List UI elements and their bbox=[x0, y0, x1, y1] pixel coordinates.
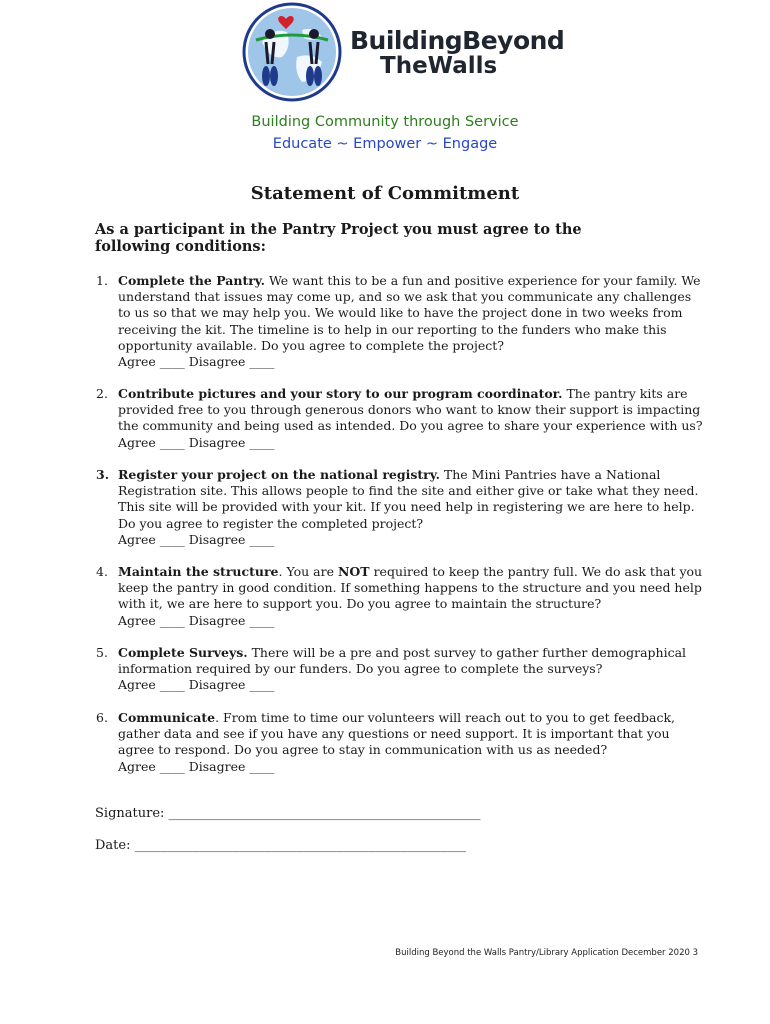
agree-disagree: Agree ____ Disagree ____ bbox=[118, 531, 275, 547]
item-text: There will be a pre and post survey to gather further demographical information required by our funders. Do you agree to complete the surveys? bbox=[118, 645, 687, 677]
item-text: We want this to be a fun and positive experience for your family. We understand that issues may come up, and so we ask that you communicate any challenges to us so that we may help you. We would like to have the project done in two weeks from receiving the kit. The timeline is to help in our reporting to the funders who make this opportunity available. Do you agree to complete the project? bbox=[118, 273, 701, 353]
tagline-educate: Educate ~ Empower ~ Engage bbox=[272, 136, 498, 152]
item-heading: Contribute pictures and your story to our program coordinator. bbox=[118, 386, 563, 401]
item-text-pre: . You are bbox=[278, 564, 338, 579]
agree-disagree: Agree ____ Disagree ____ bbox=[118, 434, 275, 450]
item-number: 6. bbox=[96, 710, 108, 725]
signature-line[interactable]: Signature: ________________________________________________ bbox=[95, 806, 481, 821]
date-line[interactable]: Date: ___________________________________________________ bbox=[95, 838, 467, 853]
condition-item-6 bbox=[96, 710, 706, 775]
item-text: The Mini Pantries have a National Registration site. This allows people to find the site and either give or take what they need. This site will be provided with your kit. If you need help in registering we are here to help. Do you agree to register the completed project? bbox=[118, 467, 699, 531]
page-title: Statement of Commitment bbox=[250, 183, 520, 204]
agree-disagree: Agree ____ Disagree ____ bbox=[118, 612, 275, 628]
item-number: 2. bbox=[96, 386, 108, 401]
agree-disagree: Agree ____ Disagree ____ bbox=[118, 758, 275, 774]
item-heading: Register your project on the national registry. bbox=[118, 467, 440, 482]
item-number: 3. bbox=[96, 467, 110, 482]
item-heading: Complete the Pantry. bbox=[118, 273, 265, 288]
item-number: 1. bbox=[96, 273, 108, 288]
logo-wordmark bbox=[350, 28, 564, 78]
condition-item-1 bbox=[96, 273, 706, 370]
item-number: 4. bbox=[96, 564, 108, 579]
logo-line-1: BuildingBeyond bbox=[350, 26, 565, 55]
item-text: . From time to time our volunteers will reach out to you to get feedback, gather data and see if you have any questions or need support. It is important that you agree to respond. Do you agree to stay in communication with us as needed? bbox=[118, 710, 676, 758]
condition-item-4 bbox=[96, 564, 706, 629]
item-text: required to keep the pantry full. We do ask that you keep the pantry in good condition. If something happens to the structure and you need help with it, we are here to support you. Do you agree to maintain the structure? bbox=[118, 564, 703, 612]
item-emphasis: NOT bbox=[337, 564, 370, 579]
condition-item-5 bbox=[96, 645, 706, 694]
page-footer: Building Beyond the Walls Pantry/Library Application December 2020 3 bbox=[395, 948, 698, 958]
agree-disagree: Agree ____ Disagree ____ bbox=[118, 677, 275, 693]
item-text: The pantry kits are provided free to you through generous donors who want to know their support is impacting the community and being used as intended. Do you agree to share your experience with us? bbox=[118, 386, 703, 434]
logo-line-2: TheWalls bbox=[380, 53, 498, 79]
intro-text: As a participant in the Pantry Project you must agree to the following conditions: bbox=[95, 221, 582, 255]
globe-logo-icon bbox=[242, 2, 342, 102]
item-heading: Maintain the structure bbox=[118, 564, 279, 579]
logo bbox=[242, 2, 565, 104]
item-heading: Complete Surveys. bbox=[118, 645, 248, 660]
condition-item-2 bbox=[96, 386, 706, 451]
item-heading: Communicate bbox=[118, 710, 216, 725]
agree-disagree: Agree ____ Disagree ____ bbox=[118, 354, 275, 370]
condition-item-3 bbox=[96, 467, 706, 548]
item-number: 5. bbox=[96, 645, 108, 660]
tagline-service: Building Community through Service bbox=[251, 114, 519, 130]
